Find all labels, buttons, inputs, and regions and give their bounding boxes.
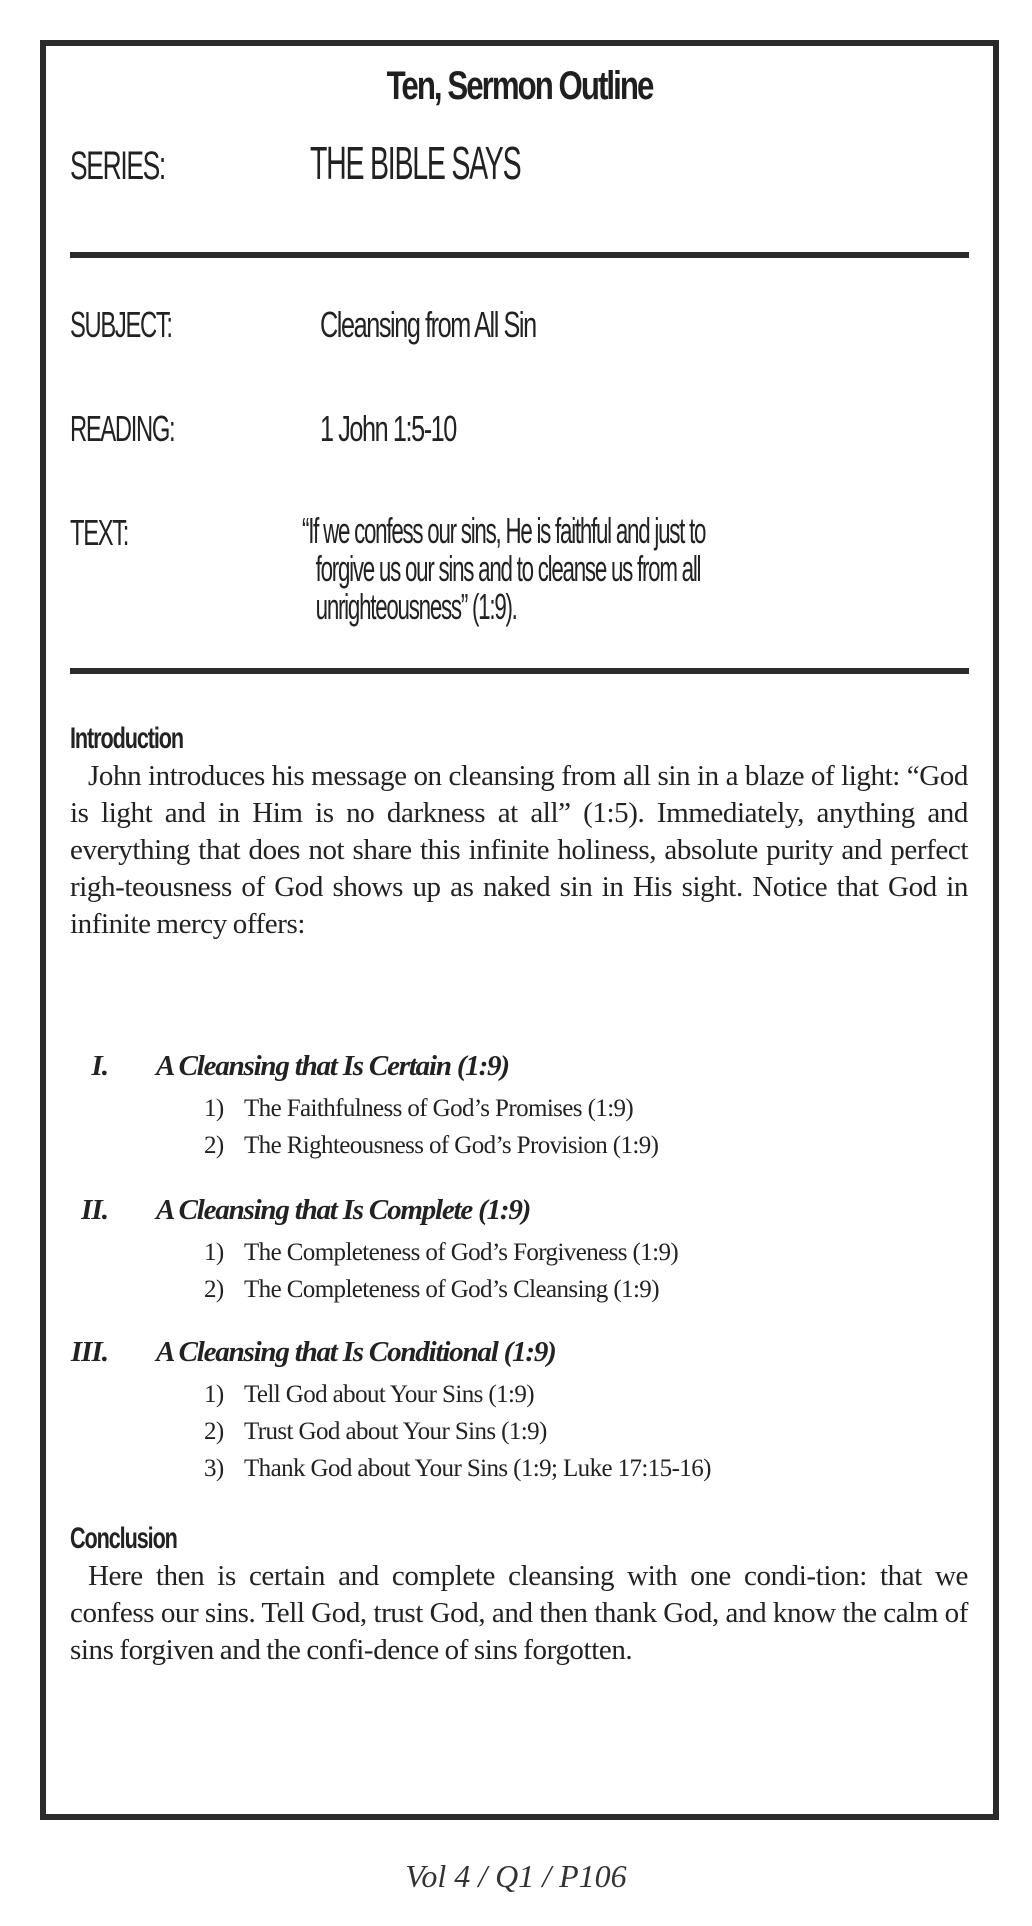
divider-top [70,252,969,258]
subpoint-number: 1) [204,1239,224,1266]
subject-value: Cleansing from All Sin [320,304,536,345]
divider-bottom [70,668,969,674]
point-numeral: III. [70,1336,108,1368]
subpoint-text: Trust God about Your Sins (1:9) [244,1418,547,1445]
text-label: TEXT: [70,512,129,553]
conclusion-heading: Conclusion [70,1522,177,1555]
subpoint-text: The Completeness of God’s Forgiveness (1:9) [244,1239,679,1266]
point-numeral: II. [81,1194,108,1226]
subpoint [204,1376,534,1413]
point-title: A Cleansing that Is Complete (1:9) [156,1194,531,1226]
text-line: forgive us our sins and to cleanse us from all [315,548,701,589]
page-reference: Vol 4 / Q1 / P106 [405,1858,627,1894]
reading-label: READING: [70,408,175,449]
introduction-body: John introduces his message on cleansing from all sin in a blaze of light: “God is light and in Him is no darkness at all” (1:5). Immediately, anything and everything that does not share this infinite holiness, absolute purity and perfect righ-teousness of God shows up as naked sin in His sight. Notice that God in infinite mercy offers: [70,760,968,940]
subpoint-text: Thank God about Your Sins (1:9; Luke 17:15-16) [244,1455,711,1482]
introduction-heading: Introduction [70,722,184,755]
subpoint [204,1234,678,1271]
subpoint-number: 2) [204,1276,224,1303]
subpoint-number: 3) [204,1455,224,1482]
subpoint-number: 1) [204,1095,224,1122]
subpoint [204,1450,711,1487]
outline-frame [40,40,999,1820]
text-value [302,512,984,626]
series-label: SERIES: [70,144,165,188]
subpoint-text: The Faithfulness of God’s Promises (1:9) [244,1095,634,1122]
series-value: THE BIBLE SAYS [310,137,521,189]
point-title: A Cleansing that Is Certain (1:9) [156,1050,509,1082]
subpoint [204,1271,659,1308]
subject-label: SUBJECT: [70,304,172,345]
subpoint-number: 2) [204,1418,224,1445]
point-title: A Cleansing that Is Conditional (1:9) [156,1336,556,1368]
subpoint-text: The Completeness of God’s Cleansing (1:9) [244,1276,659,1303]
subpoint-number: 1) [204,1381,224,1408]
text-line: unrighteousness” (1:9). [315,586,517,627]
subpoint-text: The Righteousness of God’s Provision (1:9) [244,1132,659,1159]
point-numeral: I. [91,1050,108,1082]
page-title: Ten, Sermon Outline [386,64,653,108]
subpoint-text: Tell God about Your Sins (1:9) [244,1381,534,1408]
conclusion-body: Here then is certain and complete cleansing with one condi-tion: that we confess our sins. Tell God, trust God, and then thank God, and know the calm of sins forgiven and the confi-dence of sins forgotten. [70,1560,968,1666]
subpoint [204,1127,658,1164]
text-line: “If we confess our sins, He is faithful and just to [302,510,706,551]
subpoint [204,1413,547,1450]
subpoint-number: 2) [204,1132,224,1159]
subpoint [204,1090,633,1127]
reading-value: 1 John 1:5-10 [320,408,456,449]
